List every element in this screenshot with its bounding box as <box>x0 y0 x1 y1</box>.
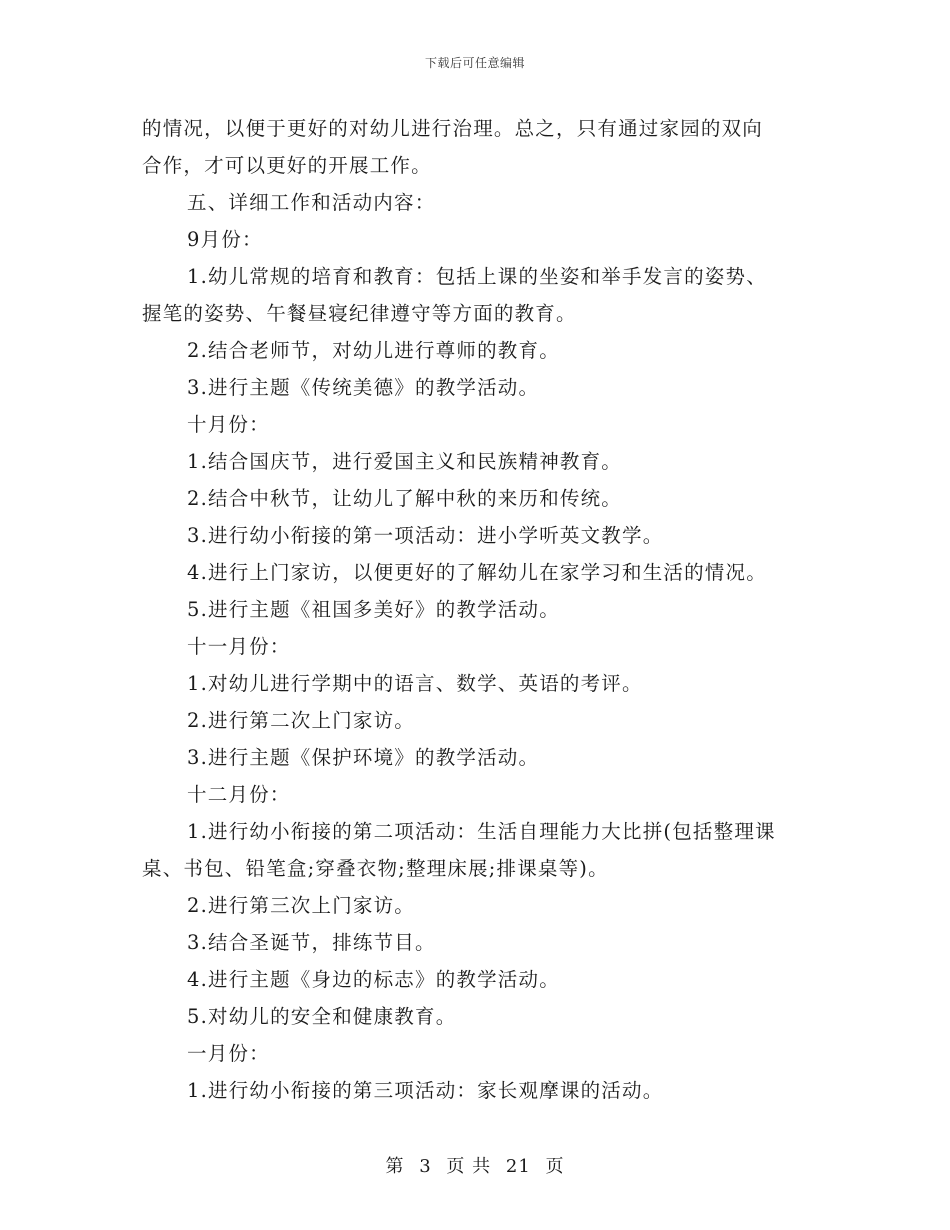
month-heading: 十月份： <box>187 413 270 436</box>
body-line: 合作，才可以更好的开展工作。 <box>142 154 432 177</box>
list-item: 3.进行主题《保护环境》的教学活动。 <box>187 746 540 769</box>
body-line: 的情况，以便于更好的对幼儿进行治理。总之，只有通过家园的双向 <box>142 117 764 140</box>
list-item: 1.对幼儿进行学期中的语言、数学、英语的考评。 <box>187 672 643 695</box>
list-item-continued: 握笔的姿势、午餐昼寝纪律遵守等方面的教育。 <box>142 302 577 325</box>
list-item-continued: 桌、书包、铅笔盒;穿叠衣物;整理床展;排课桌等)。 <box>142 857 609 880</box>
list-item: 1.进行幼小衔接的第三项活动：家长观摩课的活动。 <box>187 1079 664 1102</box>
month-heading: 一月份： <box>187 1042 270 1065</box>
list-item: 1.结合国庆节，进行爱国主义和民族精神教育。 <box>187 450 623 473</box>
list-item: 5.进行主题《祖国多美好》的教学活动。 <box>187 598 560 621</box>
list-item: 2.结合中秋节，让幼儿了解中秋的来历和传统。 <box>187 487 623 510</box>
page-header-note: 下载后可任意编辑 <box>424 56 525 70</box>
list-item: 2.进行第三次上门家访。 <box>187 894 416 917</box>
month-heading: 十一月份： <box>187 635 291 658</box>
page-number <box>0 1152 950 1178</box>
month-heading: 9月份： <box>187 228 263 251</box>
section-heading: 五、详细工作和活动内容： <box>187 191 436 214</box>
page-number-prefix: 第 <box>385 1156 405 1177</box>
page-number-middle: 页 共 <box>446 1156 492 1177</box>
page-number-total: 21 <box>505 1156 531 1177</box>
list-item: 4.进行上门家访，以便更好的了解幼儿在家学习和生活的情况。 <box>187 561 767 584</box>
list-item: 5.对幼儿的安全和健康教育。 <box>187 1005 457 1028</box>
page-number-current: 3 <box>419 1156 432 1177</box>
list-item: 3.进行幼小衔接的第一项活动：进小学听英文教学。 <box>187 524 664 547</box>
document-body <box>142 110 812 1109</box>
page-number-suffix: 页 <box>545 1156 565 1177</box>
list-item: 3.进行主题《传统美德》的教学活动。 <box>187 376 540 399</box>
month-heading: 十二月份： <box>187 783 291 806</box>
list-item: 3.结合圣诞节，排练节目。 <box>187 931 436 954</box>
list-item: 4.进行主题《身边的标志》的教学活动。 <box>187 968 560 991</box>
list-item: 2.结合老师节，对幼儿进行尊师的教育。 <box>187 339 560 362</box>
list-item: 2.进行第二次上门家访。 <box>187 709 416 732</box>
list-item: 1.幼儿常规的培育和教育：包括上课的坐姿和举手发言的姿势、 <box>187 265 767 288</box>
list-item: 1.进行幼小衔接的第二项活动：生活自理能力大比拼(包括整理课 <box>187 820 776 843</box>
